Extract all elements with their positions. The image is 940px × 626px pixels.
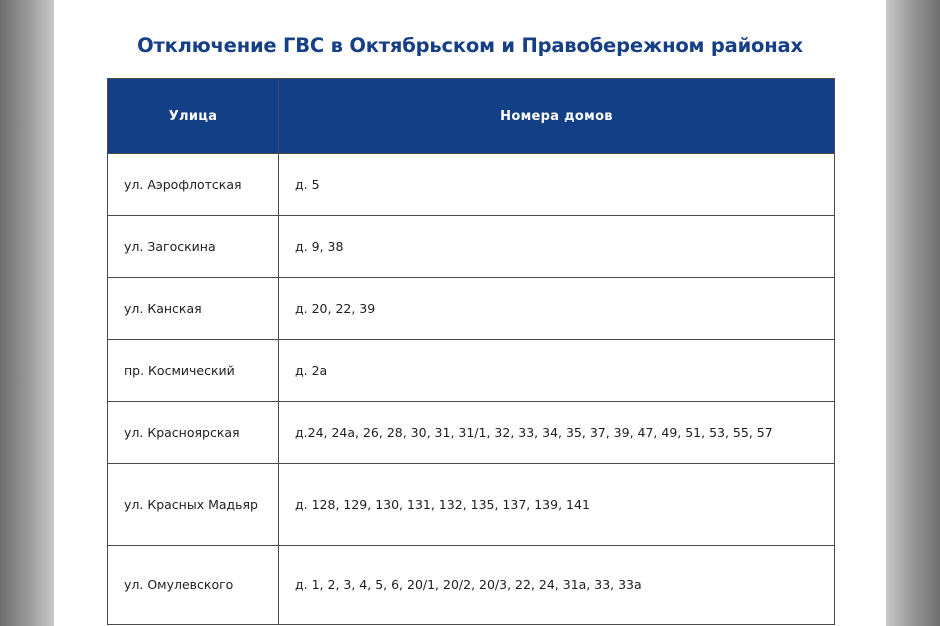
- houses-cell: д. 9, 38: [279, 216, 835, 278]
- outage-table: [107, 78, 835, 625]
- table-row: [108, 340, 835, 402]
- table-row: [108, 464, 835, 546]
- table-row: [108, 402, 835, 464]
- table-row: [108, 278, 835, 340]
- houses-cell: д. 1, 2, 3, 4, 5, 6, 20/1, 20/2, 20/3, 22, 24, 31а, 33, 33а: [279, 546, 835, 625]
- column-header-houses: Номера домов: [279, 79, 835, 154]
- street-cell: ул. Красноярская: [108, 402, 279, 464]
- table-row: [108, 154, 835, 216]
- column-header-street: Улица: [108, 79, 279, 154]
- page-title: Отключение ГВС в Октябрьском и Правобережном районах: [137, 34, 803, 57]
- table-header-row: [108, 79, 835, 154]
- houses-cell: д. 128, 129, 130, 131, 132, 135, 137, 139, 141: [279, 464, 835, 546]
- street-cell: ул. Красных Мадьяр: [108, 464, 279, 546]
- street-cell: ул. Аэрофлотская: [108, 154, 279, 216]
- street-cell: ул. Канская: [108, 278, 279, 340]
- street-cell: ул. Омулевского: [108, 546, 279, 625]
- street-cell: пр. Космический: [108, 340, 279, 402]
- houses-cell: д. 5: [279, 154, 835, 216]
- document-page: [54, 0, 886, 626]
- street-cell: ул. Загоскина: [108, 216, 279, 278]
- houses-cell: д. 20, 22, 39: [279, 278, 835, 340]
- houses-cell: д. 2а: [279, 340, 835, 402]
- table-row: [108, 216, 835, 278]
- table-row: [108, 546, 835, 625]
- houses-cell: д.24, 24а, 26, 28, 30, 31, 31/1, 32, 33, 34, 35, 37, 39, 47, 49, 51, 53, 55, 57: [279, 402, 835, 464]
